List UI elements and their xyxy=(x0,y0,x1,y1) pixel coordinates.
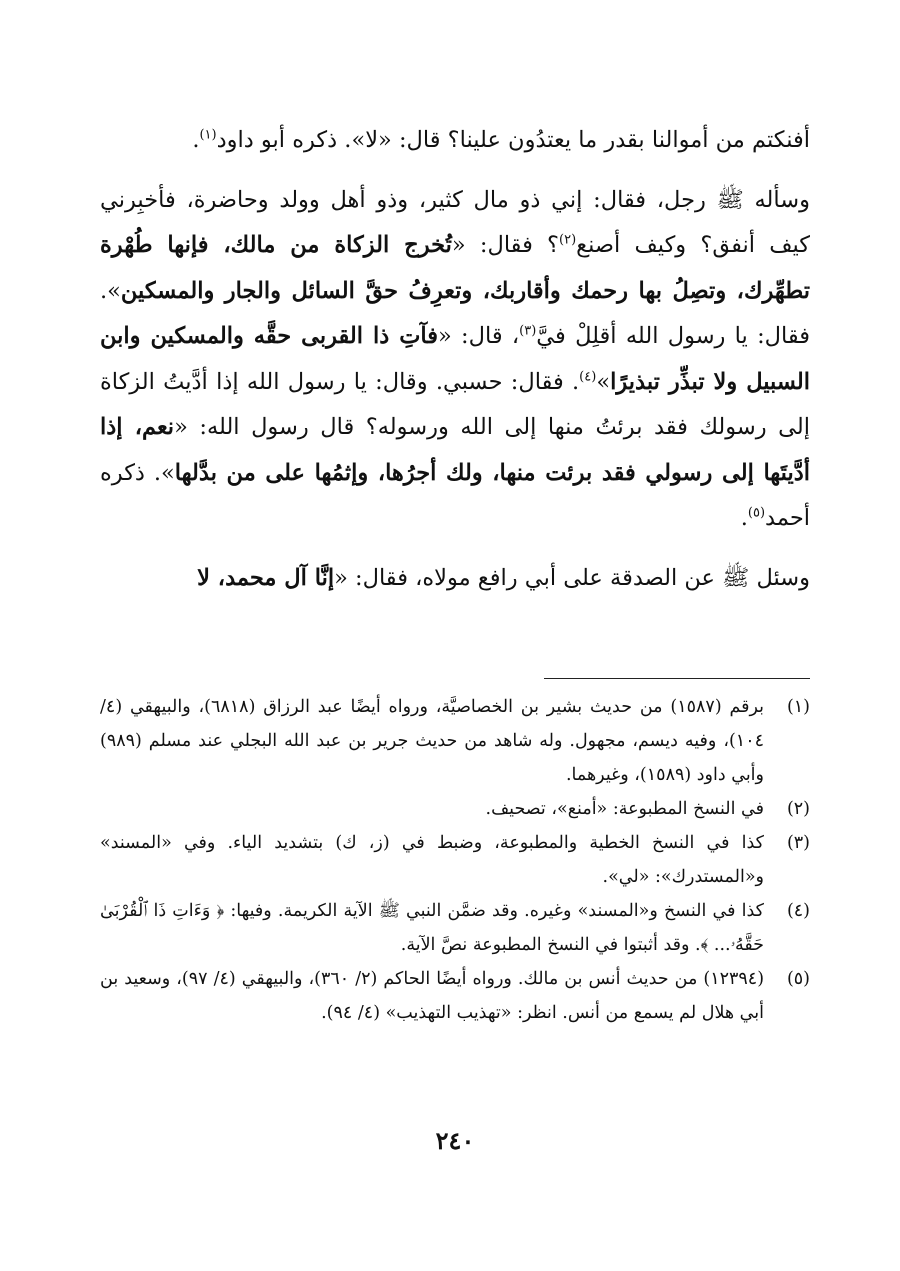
footnote-text: في النسخ المطبوعة: «أمنع»، تصحيف. xyxy=(485,799,764,819)
hadith-quote-4: إنَّا آل محمد، لا xyxy=(197,564,335,591)
footnote-ref-1[interactable]: (١) xyxy=(199,127,217,143)
footnote-ref-3[interactable]: (٣) xyxy=(519,323,537,339)
footnote-ref-4[interactable]: (٤) xyxy=(579,369,597,384)
footnote-number: (٣) xyxy=(786,833,810,853)
page-number: ٢٤٠ xyxy=(435,1126,475,1155)
footnote-5 xyxy=(100,962,810,1030)
hadith-quote-1: تُخرج الزكاة من مالك، فإنها طُهْرة تطهِّرك، وتصِلُ بها رحمك وأقاربك، وتعرِفُ حقَّ السائل والجار والمسكين xyxy=(100,232,810,304)
book-page xyxy=(100,0,810,1271)
footnote-3 xyxy=(100,826,810,894)
footnote-divider xyxy=(544,678,810,679)
hadith-quote-2: فآتِ ذا القربى حقَّه والمسكين وابن السبيل ولا تبذِّر تبذيرًا xyxy=(100,323,811,395)
paragraph-2: وسأله ﷺ رجل، فقال: إني ذو مال كثير، وذو أهل وولد وحاضرة، فأخبِرني كيف أنفق؟ وكيف أصنع$^{(٢)}$؟ فقال: «تُخرج الزكاة من مالك، فإنها طُهْرة تطهِّرك، وتصِلُ بها رحمك وأقاربك، وتعرِفُ حقَّ السائل والجار والمسكين». فقال: يا رسول الله أقلِلْ فيَّ$^{(٣)}$، قال: «فآتِ ذا القربى حقَّه والمسكين وابن السبيل ولا تبذِّر تبذيرًا»$^{(٤)}$. فقال: حسبي. وقال: يا رسول الله إذا أدَّيتُ الزكاة إلى رسولك فقد برئتُ منها إلى الله ورسوله؟ قال رسول الله: «نعم، إذا أدَّيتَها إلى رسولي فقد برئت منها، ولك أجرُها، وإثمُها على من بدَّلها». ذكره أحمد$^{(٥)}$. xyxy=(100,186,811,531)
paragraph-3: وسئل ﷺ عن الصدقة على أبي رافع مولاه، فقال: «إنَّا آل محمد، لا xyxy=(197,564,810,591)
footnote-2 xyxy=(100,792,810,826)
hadith-quote-3: نعم، إذا أدَّيتَها إلى رسولي فقد برئت منها، ولك أجرُها، وإثمُها على من بدَّلها xyxy=(100,414,810,486)
footnote-text: برقم (١٥٨٧) من حديث بشير بن الخصاصيَّة، ورواه أيضًا عبد الرزاق (٦٨١٨)، والبيهقي (٤/ ١٠٤)، وفيه ديسم، مجهول. وله شاهد من حديث جرير بن عبد الله البجلي عند مسلم (٩٨٩) وأبي داود (١٥٨٩)، وغيرهما. xyxy=(100,697,764,785)
paragraph-1: أفنكتم من أموالنا بقدر ما يعتدُون علينا؟ قال: «لا». ذكره أبو داود$^{(١)}$. xyxy=(192,127,810,153)
footnote-number: (١) xyxy=(786,697,810,717)
footnote-text: (١٢٣٩٤) من حديث أنس بن مالك. ورواه أيضًا الحاكم (٢/ ٣٦٠)، والبيهقي (٤/ ٩٧)، وسعيد بن أبي هلال لم يسمع من أنس. انظر: «تهذيب التهذيب» (٤/ ٩٤). xyxy=(100,969,765,1023)
footnote-ref-5[interactable]: (٥) xyxy=(747,505,766,521)
footnote-number: (٤) xyxy=(786,901,810,921)
footnote-ref-2[interactable]: (٢) xyxy=(559,232,577,248)
footnote-1 xyxy=(100,690,810,792)
main-text xyxy=(100,118,810,615)
footnote-number: (٥) xyxy=(786,969,810,989)
footnote-number: (٢) xyxy=(786,799,810,819)
footnote-text: كذا في النسخ و«المسند» وغيره. وقد ضمَّن النبي ﷺ الآية الكريمة. وفيها: ﴿ وَءَاتِ ذَا ٱلْقُرْبَىٰ حَقَّهُۥ... ﴾. وقد أثبتوا في النسخ المطبوعة نصَّ الآية. xyxy=(100,901,764,955)
footnote-4 xyxy=(100,894,810,962)
footnote-text: كذا في النسخ الخطية والمطبوعة، وضبط في (ز، ك) بتشديد الياء. وفي «المسند» و«المستدرك»: «لي». xyxy=(100,833,764,887)
footnotes xyxy=(100,690,810,1030)
